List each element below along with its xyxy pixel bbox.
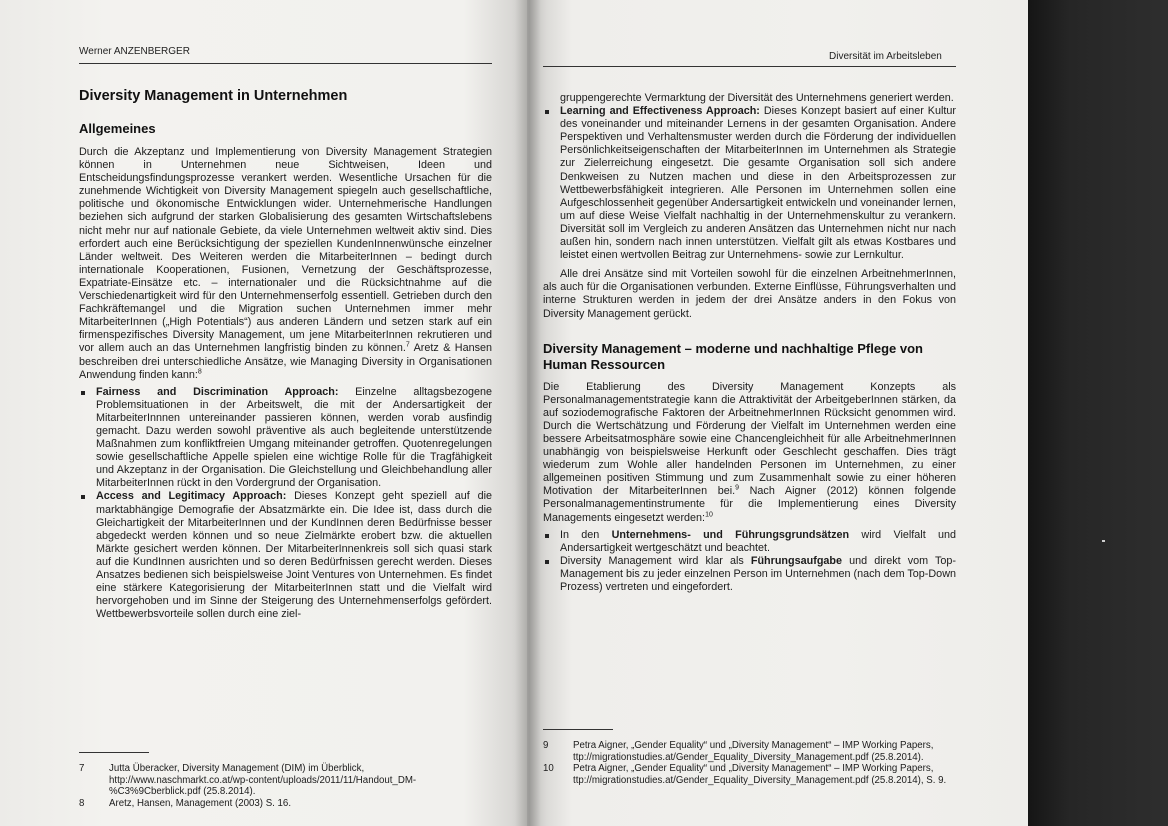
section-heading-allgemeines: Allgemeines — [79, 121, 156, 136]
approach-text: Dieses Konzept basiert auf einer Kultur des voneinander und miteinander Lernens in der gesamten Organisation. Andere Perspektiven und Verhaltensmuster werden durch die Förderung der individuellen Persönlichkeitseigenschaften der MitarbeiterInnen im Unternehmen als Strategie zur Zielerreichung eingesetzt. Die gesamte Organisation soll sich andere Denkweisen zu Nutzen machen und diese in den Arbeitsprozessen zur Wettbewerbsfähigkeit integrieren. Alle Personen im Unternehmen sollen eine Aufgeschlossenheit gegenüber Andersartigkeit entwickeln und voneinander lernen, um auf diese Weise Vielfalt nachhaltig in der Unternehmenskultur zu verankern. Diversität soll im Vergleich zu anderen Ansätzen das Unternehmen nicht nur nach außen hin, sondern nach innen unterstützen. Vielfalt gilt als etwas Kostbares und leistet einen wertvollen Beitrag zur Unternehmens- sowie zur Lernkultur. — [560, 105, 956, 262]
footnote-text: Jutta Überacker, Diversity Management (DIM) im Überblick, http://www.naschmarkt.co.at/wp-content/uploads/2011/11/Handout_DM-%C3%9Cberblick.pdf (25.8.2014). — [109, 763, 417, 797]
approach-text: Einzelne alltagsbezogene Problemsituationen in der Arbeitswelt, die mit der Andersartigkeit der MitarbeiterInnnen untereinander passieren können, werden vorab ausfindig gemacht. Dazu werden sowohl präventive als auch begleitende unterstützende Maßnahmen zum konfliktfreien Umgang miteinander getroffen. Quotenregelungen sowie gesellschaftliche Appelle spielen eine wichtige Rolle für die Tragfähigkeit und Akzeptanz in der Organisation. Die Gleichstellung und Gleichbehandlung aller MitarbeiterInnen rückt in den Vordergrund der Organisation. — [96, 385, 492, 490]
instrument-text-post: wird Vielfalt und Andersartigkeit wertgeschätzt und beachtet. — [560, 528, 956, 554]
instrument-text-pre: In den — [560, 528, 612, 541]
list-item — [543, 105, 956, 262]
intro-paragraph-text: Durch die Akzeptanz und Implementierung von Diversity Management Strategien können in Unternehmen neue Sichtweisen, Ideen und Entscheidungsfindungsprozesse verankert werden. Wesentliche Ursachen für die zunehmende Wichtigkeit von Diversity Management spiegeln auch gesellschaftliche, politische und ökonomische Entwicklungen wider. Unternehmerische Handlungen beziehen sich aufgrund der starken Globalisierung des gesamten Wirtschaftslebens nicht mehr nur auf nationale Gebiete, da viele Unternehmen weltweit aktiv sind. Dies erfordert auch eine Berücksichtigung der speziellen KundenInnenwünsche einzelner Länder weltweit. Des Weiteren werden die MitarbeiterInnen – bedingt durch internationale Kooperationen, Fusionen, Vernetzung der Geschäftsprozesse, Expatriate-Einsätze etc. – internationaler und die Rücksichtnahme auf die Verschiedenartigkeit wird für den Unternehmenserfolg essentiell. Getrieben durch den Fachkräftemangel und die Migration suchen Unternehmen immer mehr MitarbeiterInnen („High Potentials“) aus anderen Ländern und setzen stark auf ein firmenspezifisches Diversity Management, um jene MitarbeiterInnen rekrutieren und vor allem auch an das Unternehmen langfristig binden zu können. — [79, 146, 492, 355]
left-header-rule — [79, 63, 492, 64]
section-paragraph — [543, 381, 956, 525]
section-paragraph-text-cont: Nach Aigner (2012) können folgende Personalmanagementinstrumente für die Implementierung eines Diversity Managements eingesetzt werden: — [543, 485, 956, 524]
chapter-title: Diversity Management in Unternehmen — [79, 88, 348, 104]
right-footnote-rule — [543, 729, 613, 730]
list-item — [79, 386, 492, 491]
continuation-text: gruppengerechte Vermarktung der Diversität des Unternehmens generiert werden. — [560, 92, 954, 104]
summary-paragraph: Alle drei Ansätze sind mit Vorteilen sowohl für die einzelnen ArbeitnehmerInnen, als auch für die Organisationen verbunden. Externe Einflüsse, Führungsverhalten und interne Strukturen werden in jedem der drei Ansätze anders in den Fokus von Diversity Management gerückt. — [543, 268, 956, 320]
instrument-bold: Führungsaufgabe — [750, 554, 843, 567]
left-footnote-rule — [79, 752, 149, 753]
section-heading-human-ressourcen: Diversity Management – moderne und nachhaltige Pflege von Human Ressourcen — [543, 340, 923, 372]
footnote-number: 10 — [543, 763, 554, 774]
right-footnotes — [543, 740, 956, 786]
approach-term: Learning and Effectiveness Approach: — [560, 105, 760, 118]
footnote-8 — [79, 798, 492, 810]
footnote-number: 9 — [543, 740, 549, 751]
footnote-text: Aretz, Hansen, Management (2003) S. 16. — [109, 797, 292, 809]
footnote-10 — [543, 763, 956, 786]
right-running-head: Diversität im Arbeitsleben — [829, 51, 942, 62]
approach-term: Fairness and Discrimination Approach: — [96, 385, 339, 398]
left-footnotes — [79, 763, 492, 809]
left-running-head: Werner ANZENBERGER — [79, 46, 190, 57]
speck — [1102, 540, 1105, 542]
instrument-bold: Unternehmens- und Führungsgrundsätzen — [611, 528, 850, 541]
instrument-list — [543, 529, 956, 594]
intro-paragraph — [79, 146, 492, 382]
instrument-text-post: und direkt vom Top-Management bis zu jeder einzelnen Person im Unternehmen (nach dem Top-Down Prozess) vertreten und eingefordert. — [560, 554, 956, 593]
approach-text: Dieses Konzept geht speziell auf die marktabhängige Demografie der Absatzmärkte ein. Die Idee ist, dass durch die Gleichartigkeit der MitarbeiterInnen und der KundInnen deren Bedürfnisse besser abgedeckt werden können und so neue Zielmärkte erobert bzw. die aktuellen Märkte gesichert werden können. Der MitarbeiterInnenkreis soll sich quasi stark auf die KundInnen ausrichten und so deren Bedürfnissen gerecht werden. Dieses Ansatzes bedienen sich beispielsweise Joint Ventures von Unternehmen. Es findet eine stärkere Kategorisierung der MitarbeiterInnen statt und die Vielfalt wird hervorgehoben und im Sinne der Steigerung des Unternehmenserfolgs gefördert. Wettbewerbsvorteile sollen durch eine ziel- — [96, 490, 492, 621]
footnote-text: Petra Aigner, „Gender Equality“ und „Diversity Management“ – IMP Working Papers, ttp://migrationstudies.at/Gender_Equality_Diversity_Management.pdf (25.8.2014), S. 9. — [573, 763, 947, 786]
footnote-ref-10[interactable]: 10 — [705, 510, 713, 518]
right-header-rule — [543, 66, 956, 67]
page-edge-shadow — [1028, 0, 1168, 826]
list-item — [79, 490, 492, 621]
list-item — [543, 529, 956, 555]
instrument-text-pre: Diversity Management wird klar als — [560, 554, 751, 567]
list-item — [543, 555, 956, 594]
footnote-number: 7 — [79, 763, 85, 774]
footnote-7 — [79, 763, 492, 798]
section-paragraph-text: Die Etablierung des Diversity Management Konzepts als Personalmanagementstrategie kann die Attraktivität der ArbeitgeberInnen stärken, da auf soziodemografische Faktoren der ArbeitnehmerInnen Rücksicht genommen wird. Durch die Wertschätzung und Förderung der Vielfalt im Unternehmen werden eine bessere Arbeitsatmosphäre sowie eine Chancengleichheit für alle ArbeitnehmerInnen unabhängig von beispielsweise Herkunft oder Geschlecht geschaffen. Dies trägt wiederum zum Wohle aller handelnden Personen im Unternehmen, zu einer allgemeinen positiven Stimmung und zum Zusammenhalt sowie zu einer höheren Motivation der MitarbeiterInnen bei. — [543, 380, 956, 498]
right-page-body — [543, 92, 956, 594]
footnote-ref-8[interactable]: 8 — [197, 368, 202, 375]
footnote-ref-9[interactable]: 9 — [735, 484, 740, 492]
intro-paragraph-text-cont: Aretz & Hansen beschreiben drei unterschiedliche Ansätze, wie Managing Diversity in Organisationen Anwendung finden kann: — [79, 342, 492, 381]
footnote-text: Petra Aigner, „Gender Equality“ und „Diversity Management“ – IMP Working Papers, ttp://migrationstudies.at/Gender_Equality_Diversity_Management.pdf (25.8.2014). — [573, 740, 934, 763]
footnote-9 — [543, 740, 956, 763]
footnote-ref-7[interactable]: 7 — [405, 341, 410, 349]
approach-list — [79, 386, 492, 622]
approach-list-continued — [543, 105, 956, 262]
footnote-number: 8 — [79, 797, 85, 809]
left-page-body — [79, 88, 492, 621]
approach-term: Access and Legitimacy Approach: — [96, 490, 287, 503]
